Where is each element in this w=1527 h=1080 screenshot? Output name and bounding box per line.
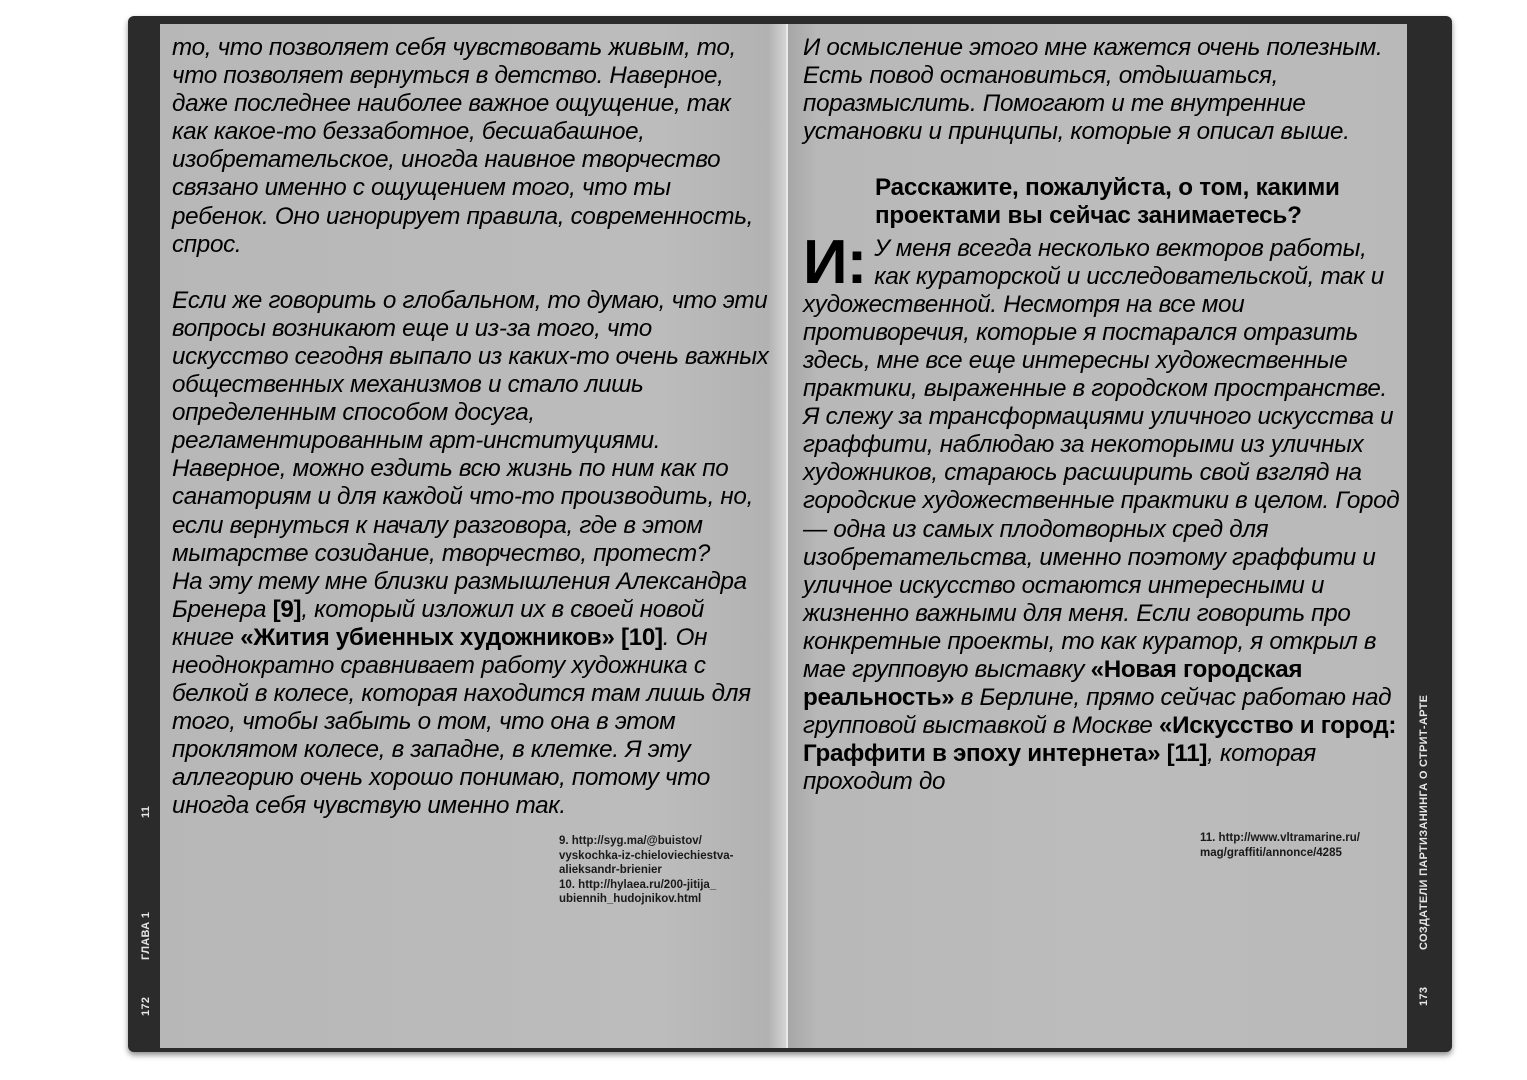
left-running-head: ГЛАВА 1 xyxy=(140,911,152,960)
left-page-body xyxy=(172,34,772,821)
left-footnotes xyxy=(559,834,769,907)
footnote-line: vyskochka-iz-chieloviechiestva- xyxy=(559,849,734,862)
footnote-line: mag/graffiti/annonce/4285 xyxy=(1200,846,1342,859)
text-run: , который изложил их в своей новой книге xyxy=(172,595,704,651)
right-running-head: СОЗДАТЕЛИ ПАРТИЗАНИНГА О СТРИТ-АРТЕ xyxy=(1418,694,1430,950)
book-gutter xyxy=(786,24,788,1048)
right-page-body xyxy=(803,34,1403,796)
paragraph xyxy=(172,287,772,568)
interview-question: Расскажите, пожалуйста, о том, какими проектами вы сейчас занимаетесь? xyxy=(875,174,1340,230)
text-run: , которая проходит до xyxy=(803,740,1316,796)
footnote-line: 9. http://syg.ma/@buistov/ xyxy=(559,835,702,847)
intro-paragraph: И осмысление этого мне кажется очень полезным. Есть повод остановиться, отдышаться, поразмыслить. Помогают и те внутренние установки и принципы, которые я описал выше. xyxy=(803,34,1383,146)
paragraph xyxy=(172,34,772,259)
text-run: то, что позволяет себя чувствовать живым, то, что позволяет вернуться в детство. Наверное, даже последнее наиболее важное ощущение, так как какое-то беззаботное, бесшабашное, изобретательское, иногда наивное творчество связано именно с ощущением того, что ты ребенок. Оно игнорирует правила, современность, спрос. xyxy=(172,34,754,258)
bold-text-run: «Жития убиенных художников» [10] xyxy=(240,623,663,651)
answer-paragraph xyxy=(803,227,1403,797)
text-run: Если же говорить о глобальном, то думаю, что эти вопросы возникают еще и из-за того, что искусство сегодня выпало из каких-то очень важных общественных механизмов и стало лишь определенным способом досуга, регламентированным арт-институциями. Наверное, можно ездить всю жизнь по ним как по санаториям и для каждой что-то производить, но, если вернуться к началу разговора, где в этом мытарстве созидание, творчество, протест? xyxy=(172,286,769,567)
left-page-number: 172 xyxy=(140,996,152,1016)
text-run: в Берлине, прямо сейчас работаю над групповой выставкой в Москве xyxy=(803,684,1392,740)
text-run: У меня всегда несколько векторов работы, как кураторской и исследовательской, так и художественной. Несмотря на все мои противоречия, которые я постарался отразить здесь, мне все еще интересны художественные практики, выраженные в городском пространстве. Я слежу за трансформациями уличного искусства и граффити, наблюдаю за некоторыми из уличных художников, стараюсь расширить свой взгляд на городские художественные практики в целом. Город — одна из самых плодотворных сред для изобретательства, именно поэтому граффити и уличное искусство остаются интересными и жизненно важными для меня. Если говорить про конкретные проекты, то как куратор, я открыл в мае групповую выставку xyxy=(803,234,1400,683)
right-footnotes xyxy=(1200,831,1400,860)
footnote-line: 10. http://hylaea.ru/200-jitija_ xyxy=(559,878,717,891)
footnote-line: alieksandr-brienier xyxy=(559,864,662,876)
footnote-line: ubiennih_hudojnikov.html xyxy=(559,893,702,905)
text-run: . Он неоднократно сравнивает работу художника с белкой в колесе, которая находится там лишь для того, чтобы забыть о том, что она в этом проклятом колесе, в западне, в клетке. Я эту аллегорию очень хорошо понимаю, потому что иногда себя чувствую именно так. xyxy=(172,623,751,820)
right-page-number: 173 xyxy=(1418,986,1430,1006)
bold-text-run: [9] xyxy=(272,595,302,623)
bold-text-run: «Искусство и город: Граффити в эпоху интернета» [11] xyxy=(803,712,1397,768)
left-chapter-marker: 11 xyxy=(140,805,152,818)
paragraph xyxy=(172,568,772,821)
footnote-line: 11. http://www.vltramarine.ru/ xyxy=(1200,832,1360,844)
speaker-dropcap: И: xyxy=(803,227,867,297)
answer-text xyxy=(803,227,1400,796)
text-run: На эту тему мне близки размышления Александра Бренера xyxy=(172,567,747,623)
bold-text-run: «Новая городская реальность» xyxy=(803,655,1303,712)
